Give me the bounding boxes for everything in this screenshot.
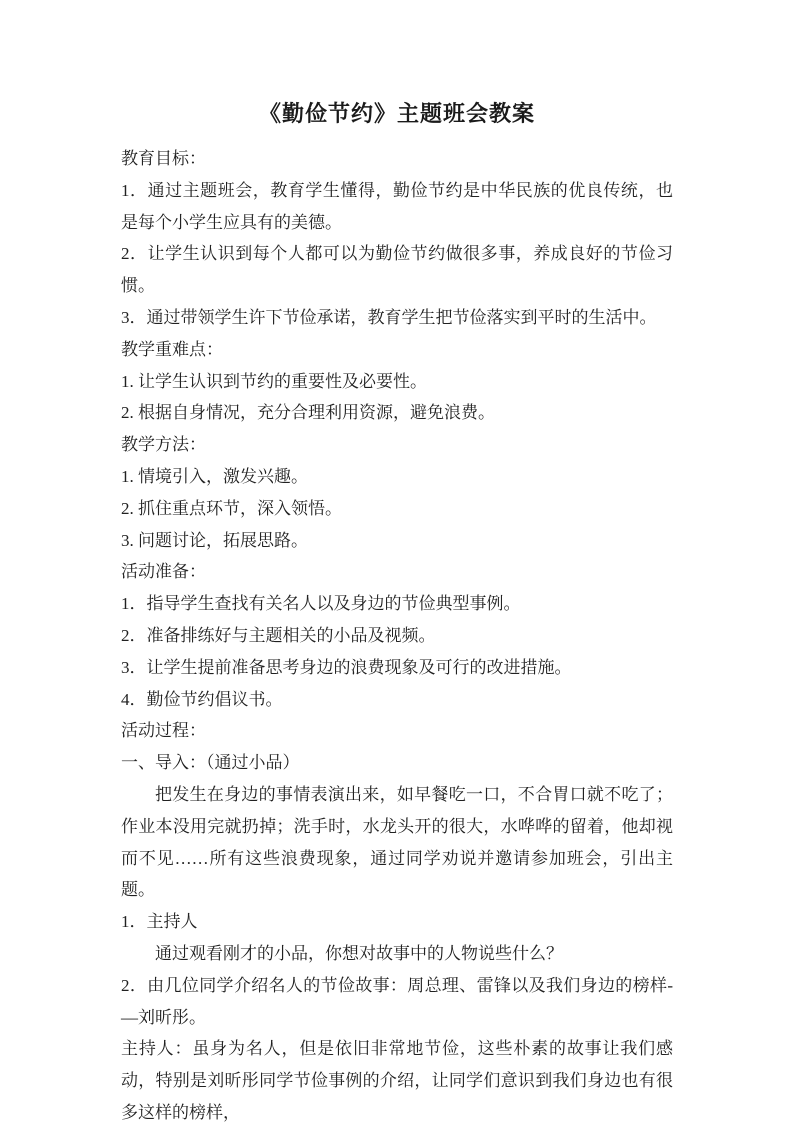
paragraph: 1. 让学生认识到节约的重要性及必要性。 — [121, 371, 427, 391]
paragraph: 2. 根据自身情况，充分合理利用资源，避免浪费。 — [121, 403, 495, 423]
paragraph: 教学方法： — [121, 435, 206, 455]
paragraph: 教学重难点： — [121, 339, 223, 359]
paragraph: 1．通过主题班会，教育学生懂得，勤俭节约是中华民族的优良传统，也是每个小学生应具有的美德。 — [121, 180, 673, 232]
paragraph: 一、导入：（通过小品） — [121, 753, 300, 773]
paragraph: 1. 情境引入，激发兴趣。 — [121, 466, 308, 486]
paragraph: 2．由几位同学介绍名人的节俭故事：周总理、雷锋以及我们身边的榜样-—刘昕彤。 — [121, 975, 673, 1027]
paragraph: 4．勤俭节约倡议书。 — [121, 689, 283, 709]
paragraph: 教育目标： — [121, 149, 206, 168]
paragraph-list — [121, 143, 673, 1122]
paragraph: 活动准备： — [121, 562, 206, 582]
paragraph: 2. 抓住重点环节，深入领悟。 — [121, 498, 342, 518]
paragraph: 活动过程： — [121, 721, 206, 741]
paragraph: 3．通过带领学生许下节俭承诺，教育学生把节俭落实到平时的生活中。 — [121, 307, 657, 327]
paragraph: 3．让学生提前准备思考身边的浪费现象及可行的改进措施。 — [121, 657, 572, 677]
paragraph: 2．准备排练好与主题相关的小品及视频。 — [121, 625, 436, 645]
paragraph: 通过观看刚才的小品，你想对故事中的人物说些什么？ — [155, 943, 563, 963]
paragraph: 把发生在身边的事情表演出来，如早餐吃一口，不合胃口就不吃了；作业本没用完就扔掉；洗手时，水龙头开的很大，水哗哗的留着，他却视而不见……所有这些浪费现象，通过同学劝说并邀请参加班会，引出主题。 — [121, 784, 673, 900]
document-title: 《勤俭节约》主题班会教案 — [258, 101, 535, 126]
paragraph: 1．指导学生查找有关名人以及身边的节俭典型事例。 — [121, 594, 521, 614]
paragraph: 1．主持人 — [121, 912, 198, 932]
paragraph: 主持人：虽身为名人，但是依旧非常地节俭，这些朴素的故事让我们感动，特别是刘昕彤同学节俭事例的介绍，让同学们意识到我们身边也有很多这样的榜样， — [121, 1039, 673, 1122]
paragraph: 3. 问题讨论，拓展思路。 — [121, 530, 308, 550]
document-content — [121, 0, 673, 1122]
paragraph: 2．让学生认识到每个人都可以为勤俭节约做很多事，养成良好的节俭习惯。 — [121, 244, 673, 296]
